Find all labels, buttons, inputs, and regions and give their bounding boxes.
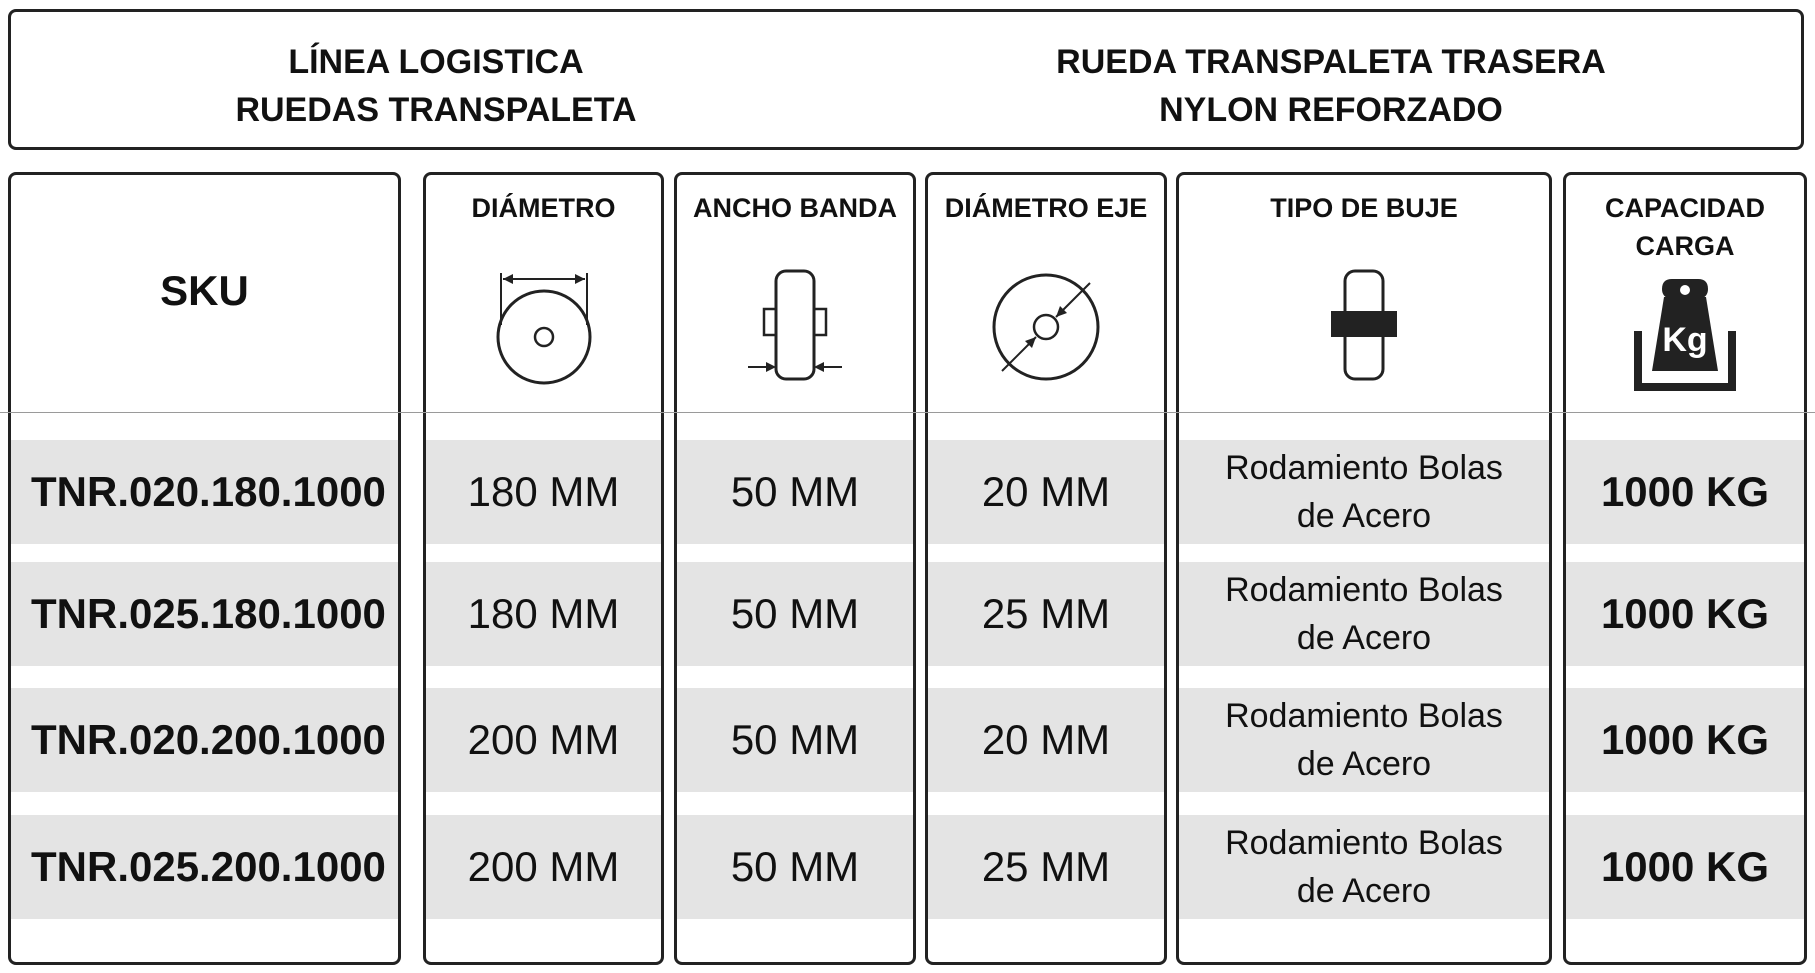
sku-column — [8, 172, 401, 965]
diametro-cell: 180 MM — [426, 440, 661, 544]
sku-cell: TNR.025.180.1000 — [11, 562, 398, 666]
sku-cell: TNR.020.180.1000 — [11, 440, 398, 544]
capacidad-cell: 1000 KG — [1566, 440, 1804, 544]
weight-icon — [1566, 275, 1804, 405]
kg-label: Kg — [1662, 321, 1708, 359]
diametro-eje-cell: 20 MM — [928, 440, 1164, 544]
tipo-buje-cell — [1179, 440, 1549, 544]
tipo-buje-column — [1176, 172, 1552, 965]
wheel-diameter-icon — [426, 265, 661, 395]
tipo-buje-line1: Rodamiento Bolas — [1225, 449, 1503, 487]
header-box — [8, 9, 1804, 150]
sku-column-header: SKU — [160, 267, 249, 314]
sku-cell: TNR.025.200.1000 — [11, 815, 398, 919]
diametro-eje-cell: 20 MM — [928, 688, 1164, 792]
capacidad-cell: 1000 KG — [1566, 688, 1804, 792]
tipo-buje-cell — [1179, 562, 1549, 666]
diametro-cell: 200 MM — [426, 815, 661, 919]
capacidad-header-line2: CARGA — [1635, 231, 1735, 261]
diametro-eje-cell: 25 MM — [928, 562, 1164, 666]
capacidad-cell: 1000 KG — [1566, 562, 1804, 666]
tipo-buje-line2: de Acero — [1296, 745, 1432, 783]
diametro-column — [423, 172, 664, 965]
capacidad-column-header — [1566, 189, 1804, 265]
tipo-buje-line2: de Acero — [1296, 497, 1432, 535]
product-line-title — [11, 38, 861, 134]
tipo-buje-line1: Rodamiento Bolas — [1225, 824, 1503, 862]
bearing-icon — [1179, 265, 1549, 395]
wheel-width-icon — [677, 265, 913, 395]
product-type-title-line2: NYLON REFORZADO — [1159, 91, 1503, 129]
axle-diameter-icon — [928, 265, 1164, 395]
diametro-eje-column — [925, 172, 1167, 965]
tipo-buje-line2: de Acero — [1296, 619, 1432, 657]
product-line-title-line1: LÍNEA LOGISTICA — [288, 43, 584, 81]
diametro-column-header: DIÁMETRO — [471, 193, 616, 223]
tipo-buje-column-header: TIPO DE BUJE — [1270, 193, 1458, 223]
ancho-banda-cell: 50 MM — [677, 688, 913, 792]
ancho-banda-column — [674, 172, 916, 965]
tipo-buje-line1: Rodamiento Bolas — [1225, 697, 1503, 735]
diametro-cell: 180 MM — [426, 562, 661, 666]
ancho-banda-column-header: ANCHO BANDA — [693, 193, 897, 223]
diametro-eje-cell: 25 MM — [928, 815, 1164, 919]
header-divider — [0, 412, 1815, 413]
diametro-cell: 200 MM — [426, 688, 661, 792]
tipo-buje-cell — [1179, 688, 1549, 792]
capacidad-cell: 1000 KG — [1566, 815, 1804, 919]
capacidad-header-line1: CAPACIDAD — [1605, 193, 1765, 223]
ancho-banda-cell: 50 MM — [677, 562, 913, 666]
diametro-eje-column-header: DIÁMETRO EJE — [944, 193, 1148, 223]
tipo-buje-line1: Rodamiento Bolas — [1225, 571, 1503, 609]
tipo-buje-cell — [1179, 815, 1549, 919]
sku-cell: TNR.020.200.1000 — [11, 688, 398, 792]
tipo-buje-line2: de Acero — [1296, 872, 1432, 910]
product-type-title — [861, 38, 1801, 134]
product-type-title-line1: RUEDA TRANSPALETA TRASERA — [1056, 43, 1606, 81]
product-line-title-line2: RUEDAS TRANSPALETA — [235, 91, 637, 129]
ancho-banda-cell: 50 MM — [677, 440, 913, 544]
capacidad-column — [1563, 172, 1807, 965]
ancho-banda-cell: 50 MM — [677, 815, 913, 919]
